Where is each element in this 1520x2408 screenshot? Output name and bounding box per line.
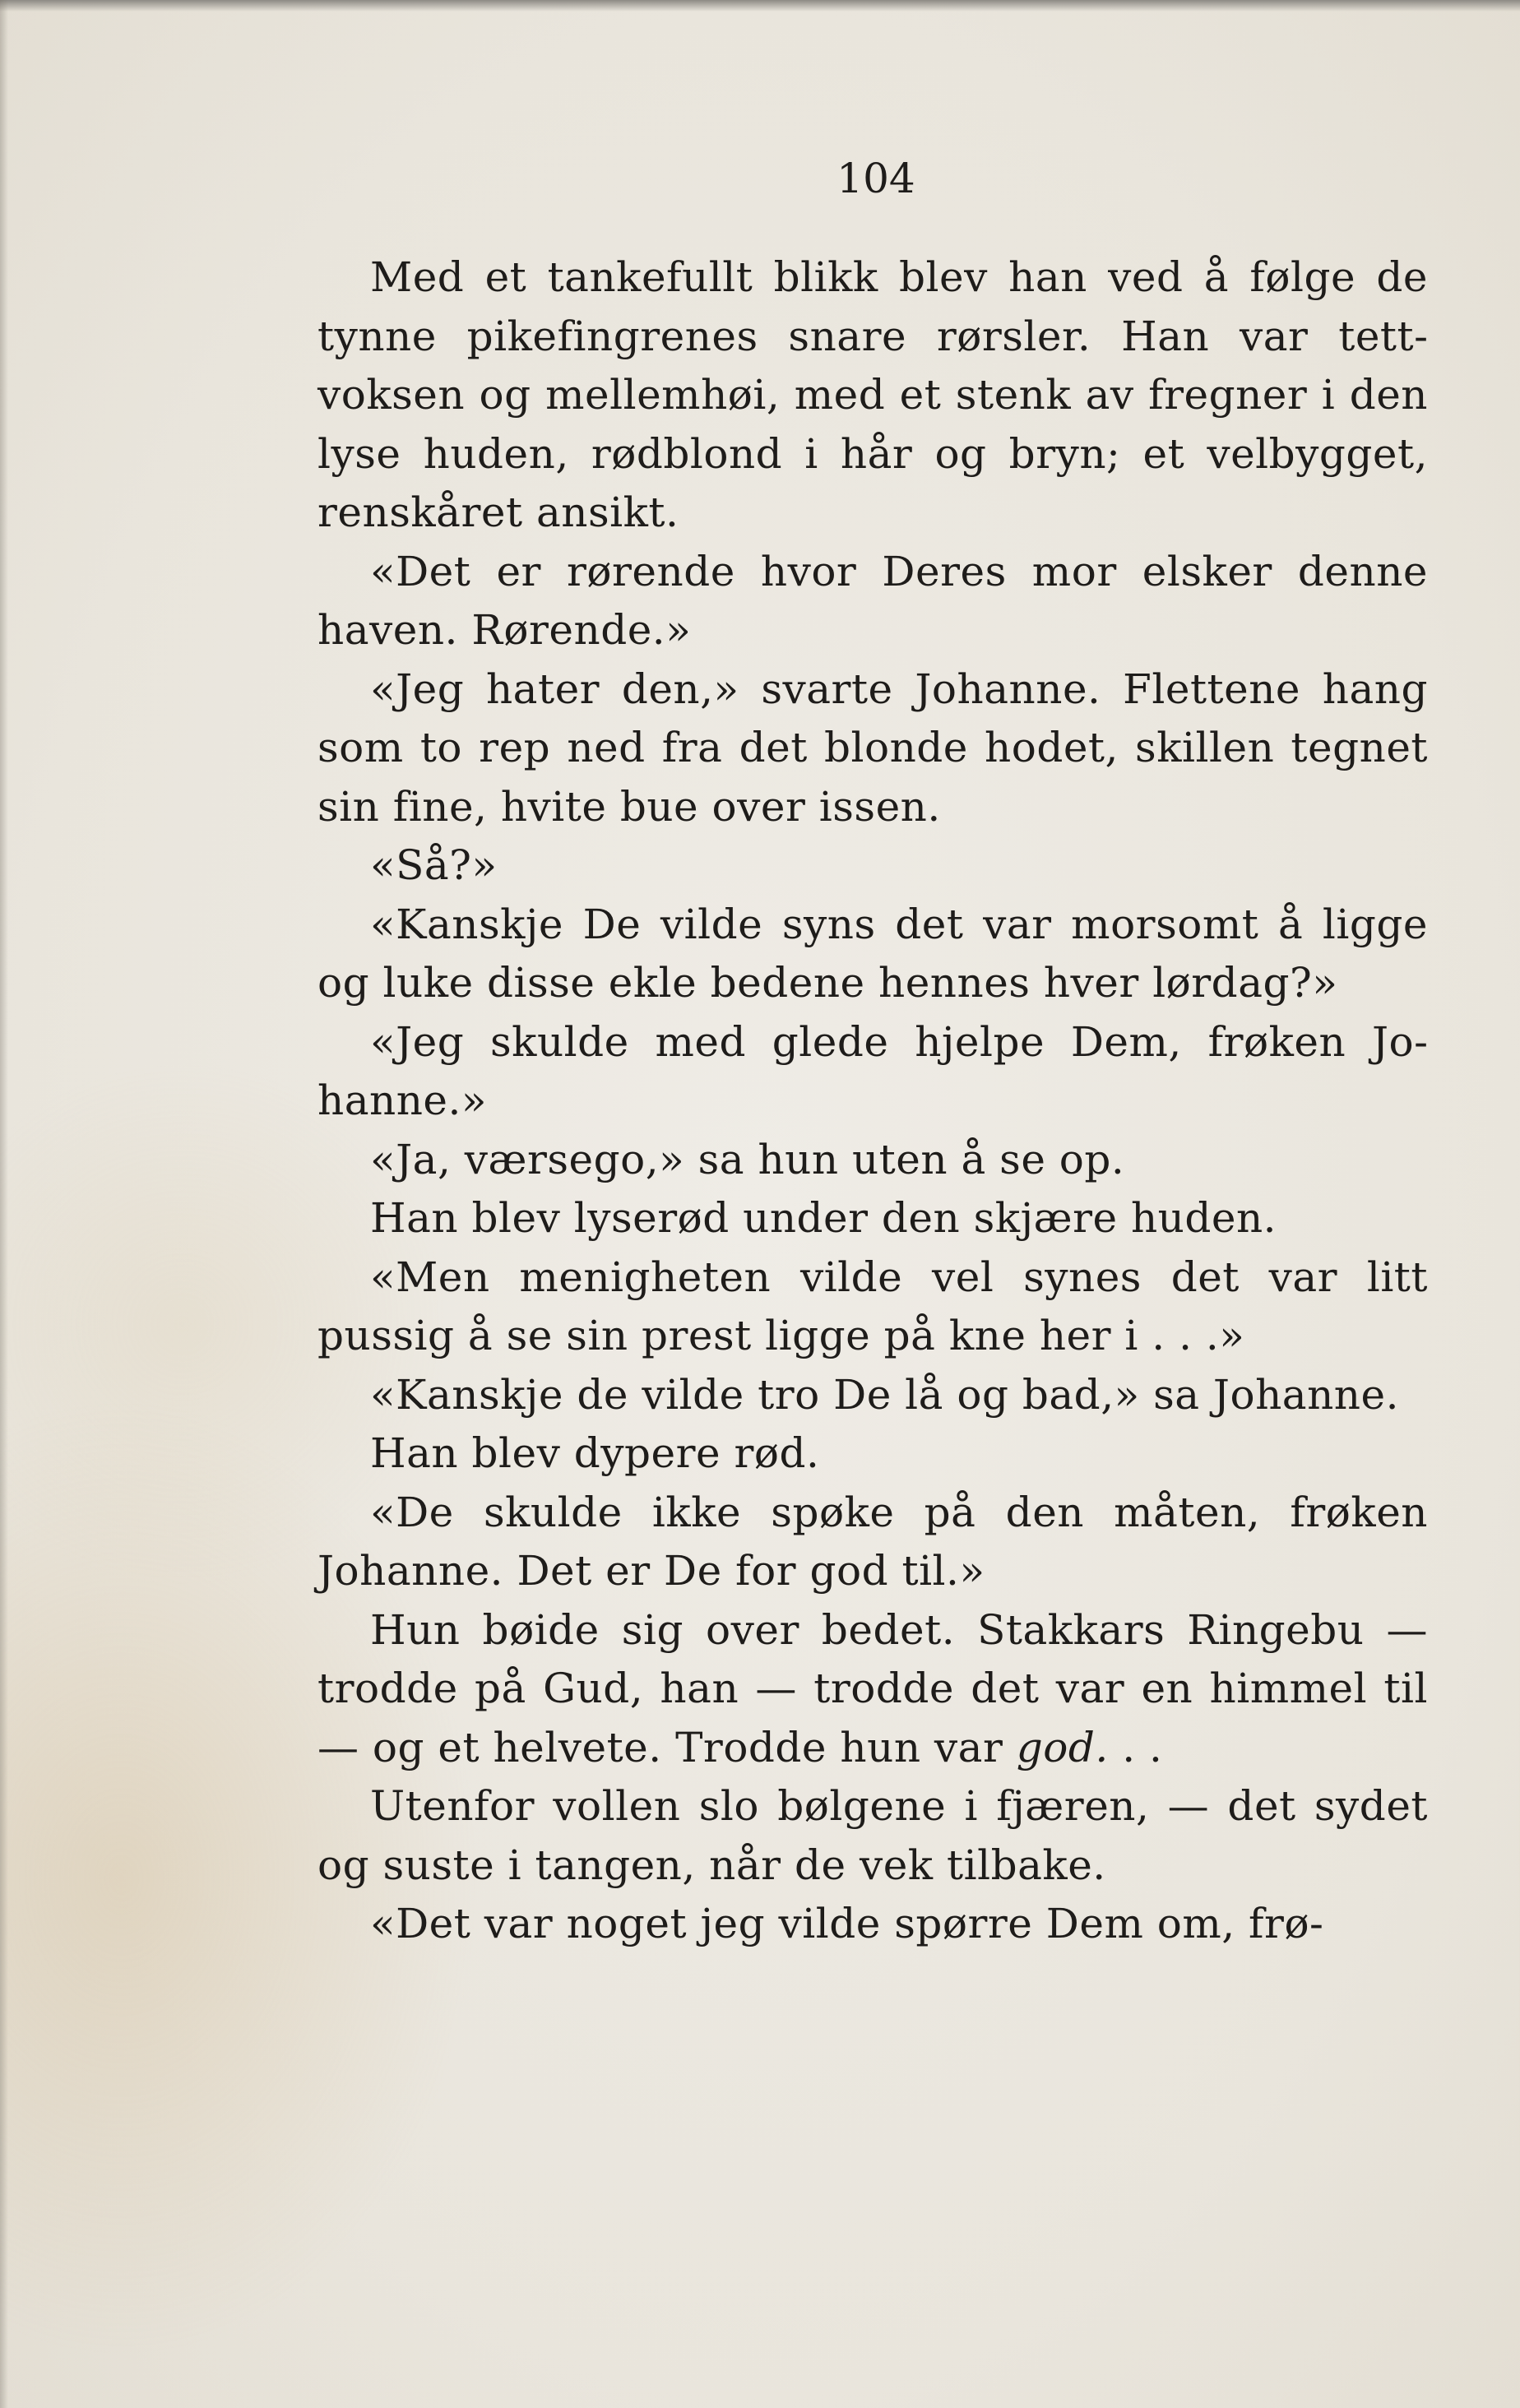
paragraph-6: «Jeg skulde med glede hjelpe Dem, frøken Johanne.» bbox=[317, 1017, 1428, 1124]
page-number: 104 bbox=[836, 155, 915, 202]
paragraph-8: Han blev lyserød under den skjære huden. bbox=[370, 1194, 1277, 1242]
paragraph-15: «Det var noget jeg vilde spørre Dem om, frø- bbox=[370, 1900, 1324, 1947]
paragraph-5: «Kanskje De vilde syns det var morsomt å ligge og luke disse ekle bedene hennes hver lørdag?» bbox=[317, 900, 1428, 1007]
paragraph-4: «Så?» bbox=[370, 841, 498, 889]
page-top-edge-shadow bbox=[0, 0, 1520, 12]
paragraph-2: «Det er rørende hvor Deres mor elsker denne haven. Rørende.» bbox=[317, 547, 1428, 654]
paragraph-12: «De skulde ikke spøke på den måten, frøken Johanne. Det er De for god til.» bbox=[317, 1488, 1428, 1595]
paragraph-1: Med et tankefullt blikk blev han ved å følge de tynne pikefingrenes snare rørsler. Han var tettvoksen og mellemhøi, med et stenk av fregner i den lyse huden, rødblond i hår og bryn; et velbygget, renskåret ansikt. bbox=[317, 253, 1428, 536]
paragraph-13-text: Hun bøide sig over bedet. Stakkars Ringebu — trodde på Gud, han — trodde det var en himmel til — og et helvete. Trodde hun var bbox=[317, 1605, 1428, 1771]
paragraph-13 bbox=[317, 1601, 1428, 1778]
body-text bbox=[317, 248, 1428, 1954]
paragraph-14: Utenfor vollen slo bølgene i fjæren, — det sydet og suste i tangen, når de vek tilbake. bbox=[317, 1782, 1428, 1889]
paragraph-3: «Jeg hater den,» svarte Johanne. Flettene hang som to rep ned fra det blonde hodet, skillen tegnet sin fine, hvite bue over issen. bbox=[317, 665, 1428, 831]
paragraph-10: «Kanskje de vilde tro De lå og bad,» sa Johanne. bbox=[370, 1370, 1399, 1419]
paragraph-7: «Ja, værsego,» sa hun uten å se op. bbox=[370, 1135, 1125, 1183]
paragraph-13-italic: god. bbox=[1016, 1723, 1109, 1771]
paragraph-9: «Men menigheten vilde vel synes det var litt pussig å se sin prest ligge på kne her i . . .» bbox=[317, 1253, 1428, 1359]
paragraph-11: Han blev dypere rød. bbox=[370, 1429, 820, 1477]
paragraph-13-ellipsis: . . bbox=[1108, 1723, 1163, 1771]
page-left-edge-shadow bbox=[0, 0, 8, 2408]
